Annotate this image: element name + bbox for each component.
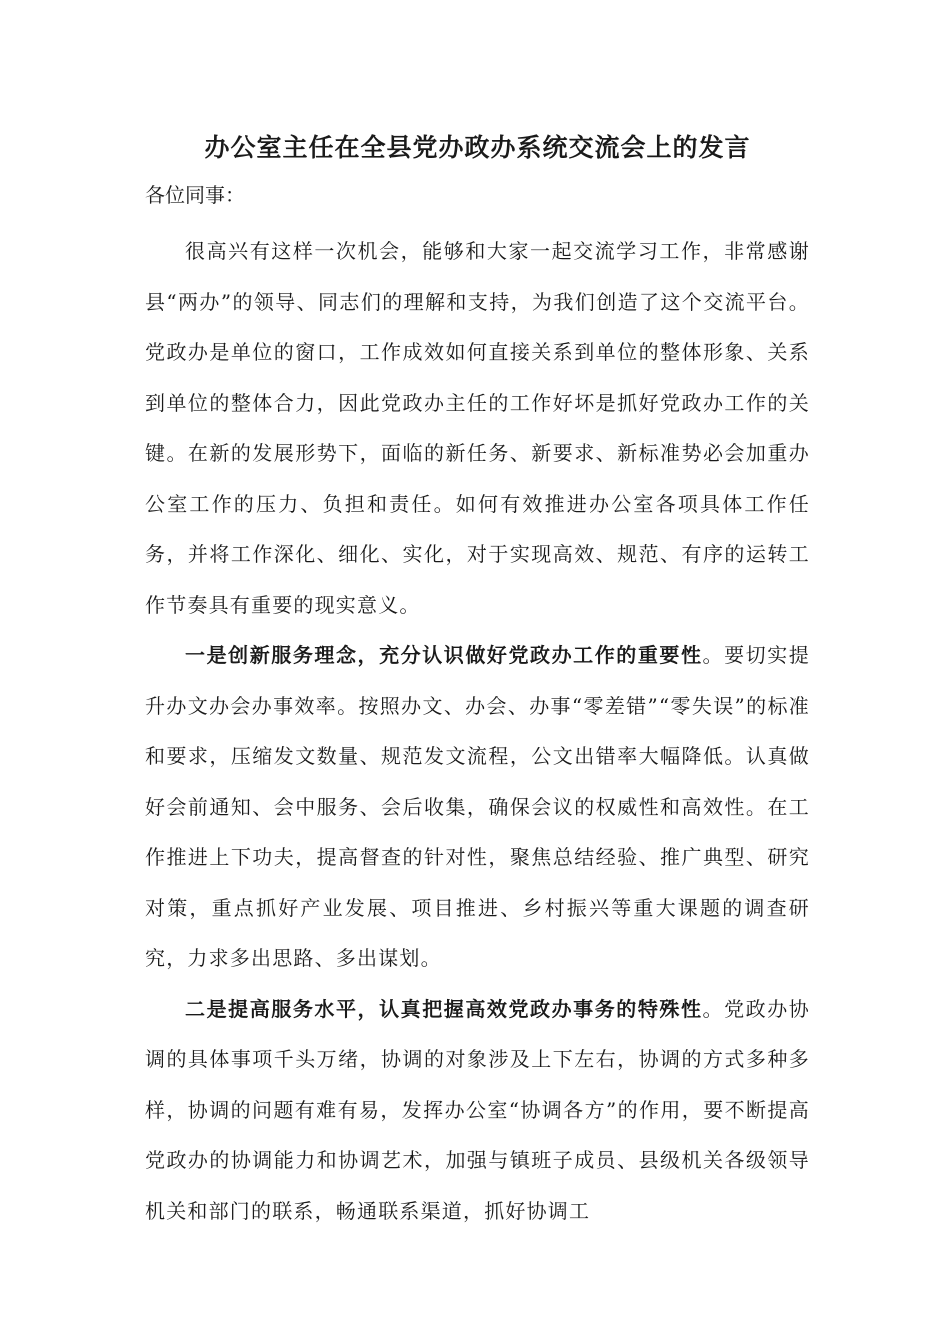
paragraph-body: 很高兴有这样一次机会，能够和大家一起交流学习工作，非常感谢县“两办”的领导、同志们的理解和支持，为我们创造了这个交流平台。党政办是单位的窗口，工作成效如何直接关系到单位的整体形象、关系到单位的整体合力，因此党政办主任的工作好坏是抓好党政办工作的关键。在新的发展形势下，面临的新任务、新要求、新标准势必会加重办公室工作的压力、负担和责任。如何有效推进办公室各项具体工作任务，并将工作深化、细化、实化，对于实现高效、规范、有序的运转工作节奏具有重要的现实意义。: [145, 239, 810, 617]
paragraph-lead: 一是创新服务理念，充分认识做好党政办工作的重要性: [185, 643, 703, 667]
paragraph-lead: 二是提高服务水平，认真把握高效党政办事务的特殊性: [185, 996, 703, 1021]
document-page: [145, 126, 810, 1236]
salutation: 各位同事：: [145, 183, 245, 207]
paragraph-point-2: [145, 984, 810, 1237]
paragraph-body: 。党政办协调的具体事项千头万绪，协调的对象涉及上下左右，协调的方式多种多样，协调的问题有难有易，发挥办公室“协调各方”的作用，要不断提高党政办的协调能力和协调艺术，加强与镇班子成员、县级机关各级领导机关和部门的联系，畅通联系渠道，抓好协调工: [145, 996, 811, 1223]
paragraph-point-1: [145, 630, 810, 984]
document-title: 办公室主任在全县党办政办系统交流会上的发言: [204, 133, 751, 162]
paragraph-body: 。要切实提升办文办会办事效率。按照办文、办会、办事“零差错”“零失误”的标准和要求，压缩发文数量、规范发文流程，公文出错率大幅降低。认真做好会前通知、会中服务、会后收集，确保会议的权威性和高效性。在工作推进上下功夫，提高督查的针对性，聚焦总结经验、推广典型、研究对策，重点抓好产业发展、项目推进、乡村振兴等重大课题的调查研究，力求多出思路、多出谋划。: [145, 643, 811, 970]
paragraph-intro: [145, 226, 810, 630]
